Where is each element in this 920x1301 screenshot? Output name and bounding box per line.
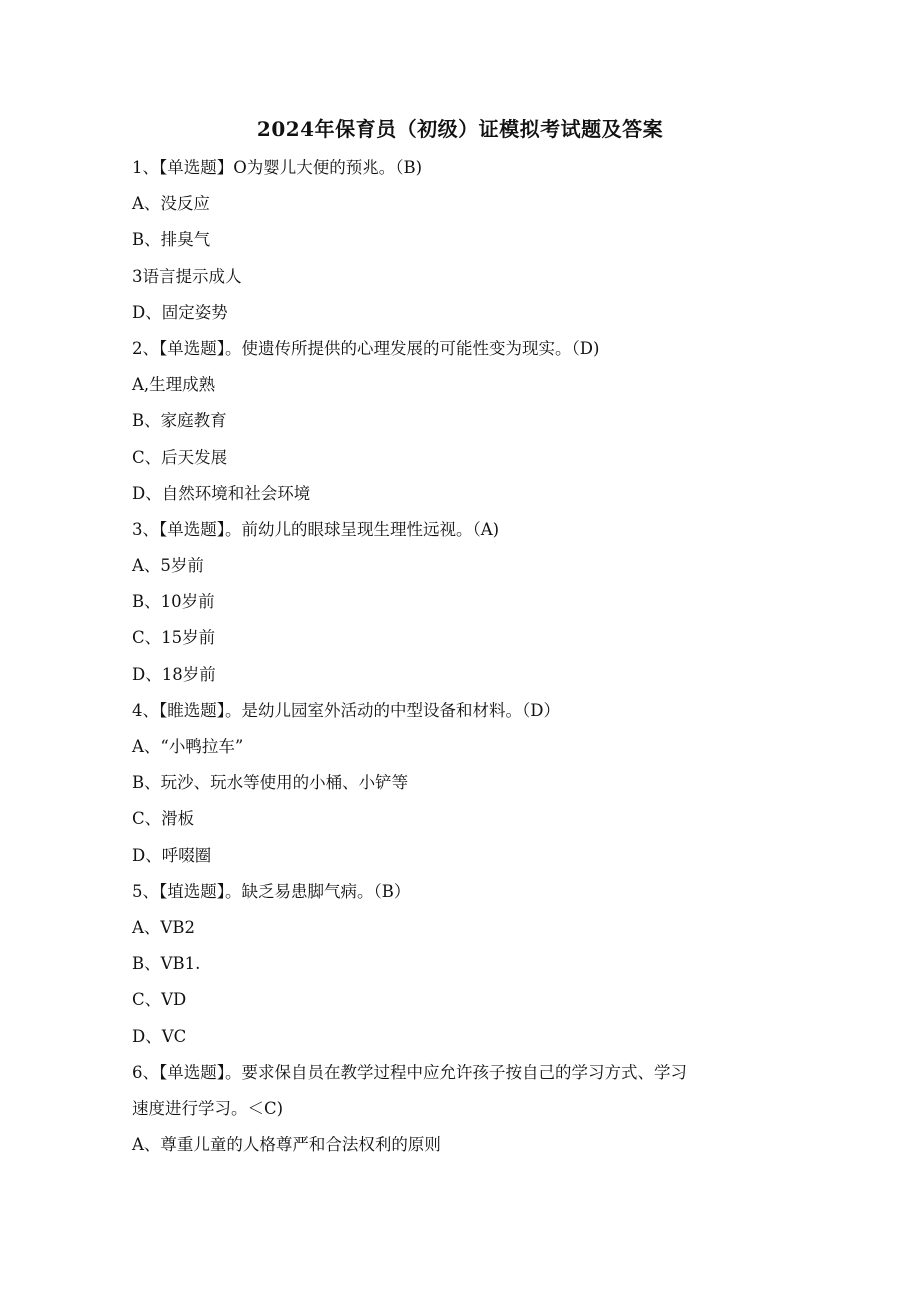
question-4-option-c: C、滑板 [132, 809, 195, 829]
question-4-option-d: D、呼啜圈 [132, 845, 212, 865]
question-6-stem: 6、【单选题】。要求保自员在教学过程中应允许孩子按自己的学习方式、学习 [132, 1062, 687, 1082]
question-6-option-a: A、尊重儿童的人格尊严和合法权利的原则 [132, 1135, 441, 1155]
document-title: 2024年保育员（初级）证模拟考试题及答案 [256, 117, 664, 141]
question-5-option-c: C、VD [132, 990, 187, 1010]
question-2-option-a: A,生理成熟 [132, 375, 216, 395]
question-1-option-a: A、没反应 [132, 194, 210, 214]
question-3-option-a: A、5岁前 [132, 556, 204, 576]
question-6-stem-continued: 速度进行学习。＜C) [132, 1098, 284, 1118]
question-5-option-b: B、VB1. [132, 954, 201, 974]
question-1-option-c: 3语言提示成人 [132, 266, 242, 286]
question-1-stem: 1、【单选题】O为婴儿大便的预兆。（B) [132, 158, 423, 177]
question-1-option-d: D、固定姿势 [132, 302, 228, 322]
question-list [132, 150, 792, 1163]
question-4-option-b: B、玩沙、玩水等使用的小桶、小铲等 [132, 773, 409, 793]
question-3-option-c: C、15岁前 [132, 628, 216, 648]
question-4-stem: 4、【睢选题】。是幼儿园室外活动的中型设备和材料。（D） [132, 700, 560, 720]
question-5-stem: 5、【埴选题】。缺乏易患脚气病。（B） [132, 881, 411, 901]
question-2-option-b: B、家庭教育 [132, 411, 227, 431]
question-5-option-d: D、VC [132, 1026, 187, 1046]
question-2-option-c: C、后天发展 [132, 447, 228, 467]
question-5-option-a: A、VB2 [132, 917, 195, 937]
question-4-option-a: A、“小鸭拉车” [132, 737, 244, 756]
question-2-stem: 2、【单选题】。使遗传所提供的心理发展的可能性变为现实。（D) [132, 338, 600, 358]
question-2-option-d: D、自然环境和社会环境 [132, 483, 311, 503]
question-3-option-b: B、10岁前 [132, 592, 215, 612]
question-3-stem: 3、【单选题】。前幼儿的眼球呈现生理性远视。（A) [132, 519, 500, 539]
question-1-option-b: B、排臭气 [132, 230, 211, 250]
question-3-option-d: D、18岁前 [132, 664, 216, 684]
